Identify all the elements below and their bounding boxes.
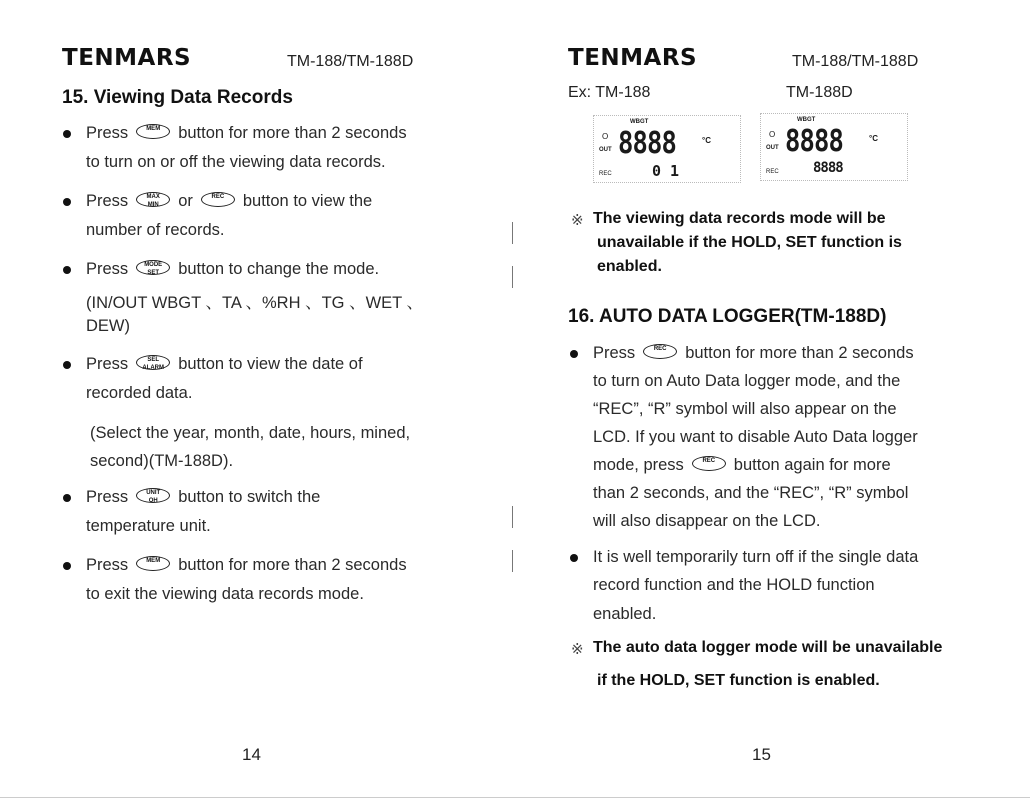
brand-logo: TENMARS <box>62 45 192 71</box>
instruction-line: (IN/OUT WBGT 、TA 、%RH 、TG 、WET 、 <box>86 294 424 312</box>
brand-logo: TENMARS <box>568 45 698 71</box>
instruction-line: record function and the HOLD function <box>593 576 875 594</box>
instruction-line: enabled. <box>593 605 657 623</box>
mode-set-button-icon: MODE SET <box>136 260 170 275</box>
bullet <box>63 361 71 369</box>
max-min-button-icon: MAX MIN <box>136 192 170 207</box>
lcd-display-tm188d: WBGT O OUT REC 8888 °C 8888 <box>760 113 908 181</box>
rec-button-icon: REC <box>692 456 726 471</box>
instruction-line: DEW) <box>86 317 130 335</box>
bullet <box>63 562 71 570</box>
bullet <box>63 198 71 206</box>
instruction-line: mode, press REC button again for more <box>593 456 891 474</box>
sel-alarm-button-icon: SEL ALARM <box>136 355 170 370</box>
instruction-line: than 2 seconds, and the “REC”, “R” symbol <box>593 484 909 502</box>
note-symbol: ※ <box>571 641 584 658</box>
instruction-line: It is well temporarily turn off if the single data <box>593 548 919 566</box>
instruction-line: second)(TM-188D). <box>90 452 234 470</box>
mem-button-icon: MEM <box>136 556 170 571</box>
instruction-line: to turn on or off the viewing data records. <box>86 153 386 171</box>
note-line: The auto data logger mode will be unavailable <box>593 639 943 656</box>
mem-button-icon: MEM <box>136 124 170 139</box>
unit-button-icon: UNIT OH <box>136 488 170 503</box>
instruction-line: Press SEL ALARM button to view the date of <box>86 355 363 373</box>
section-title: 15. Viewing Data Records <box>62 87 293 108</box>
fold-mark <box>512 222 513 244</box>
example-label-2: TM-188D <box>786 84 853 101</box>
bullet <box>63 266 71 274</box>
model-label: TM-188/TM-188D <box>287 53 414 70</box>
note-line: unavailable if the HOLD, SET function is <box>597 234 902 251</box>
note-symbol: ※ <box>571 212 584 229</box>
page-number: 14 <box>242 745 261 764</box>
instruction-line: Press UNIT OH button to switch the <box>86 488 321 506</box>
note-line: The viewing data records mode will be <box>593 210 886 227</box>
note-line: if the HOLD, SET function is enabled. <box>597 672 880 689</box>
instruction-line: to turn on Auto Data logger mode, and the <box>593 372 901 390</box>
instruction-line: Press MEM button for more than 2 seconds <box>86 556 407 574</box>
example-label: Ex: TM-188 <box>568 84 651 101</box>
instruction-line: to exit the viewing data records mode. <box>86 585 364 603</box>
instruction-line: Press REC button for more than 2 seconds <box>593 344 914 362</box>
rec-button-icon: REC <box>643 344 677 359</box>
model-label: TM-188/TM-188D <box>792 53 919 70</box>
right-page <box>515 0 1030 798</box>
rec-button-icon: REC <box>201 192 235 207</box>
instruction-line: LCD. If you want to disable Auto Data logger <box>593 428 918 446</box>
fold-mark <box>512 550 513 572</box>
instruction-line: Press MODE SET button to change the mode. <box>86 260 380 278</box>
instruction-line: will also disappear on the LCD. <box>593 512 821 530</box>
instruction-line: “REC”, “R” symbol will also appear on the <box>593 400 897 418</box>
bullet <box>570 554 578 562</box>
instruction-line: number of records. <box>86 221 225 239</box>
fold-mark <box>512 506 513 528</box>
bullet <box>63 130 71 138</box>
instruction-line: (Select the year, month, date, hours, mined, <box>90 424 411 442</box>
instruction-line: Press MAX MIN or REC button to view the <box>86 192 373 210</box>
fold-mark <box>512 266 513 288</box>
bullet <box>63 494 71 502</box>
instruction-line: Press MEM button for more than 2 seconds <box>86 124 407 142</box>
bullet <box>570 350 578 358</box>
section-title: 16. AUTO DATA LOGGER(TM-188D) <box>568 306 887 327</box>
note-line: enabled. <box>597 258 662 275</box>
instruction-line: recorded data. <box>86 384 193 402</box>
lcd-display-tm188: WBGT O OUT REC 8888 °C 0 1 <box>593 115 741 183</box>
instruction-line: temperature unit. <box>86 517 211 535</box>
page-number: 15 <box>752 745 771 764</box>
